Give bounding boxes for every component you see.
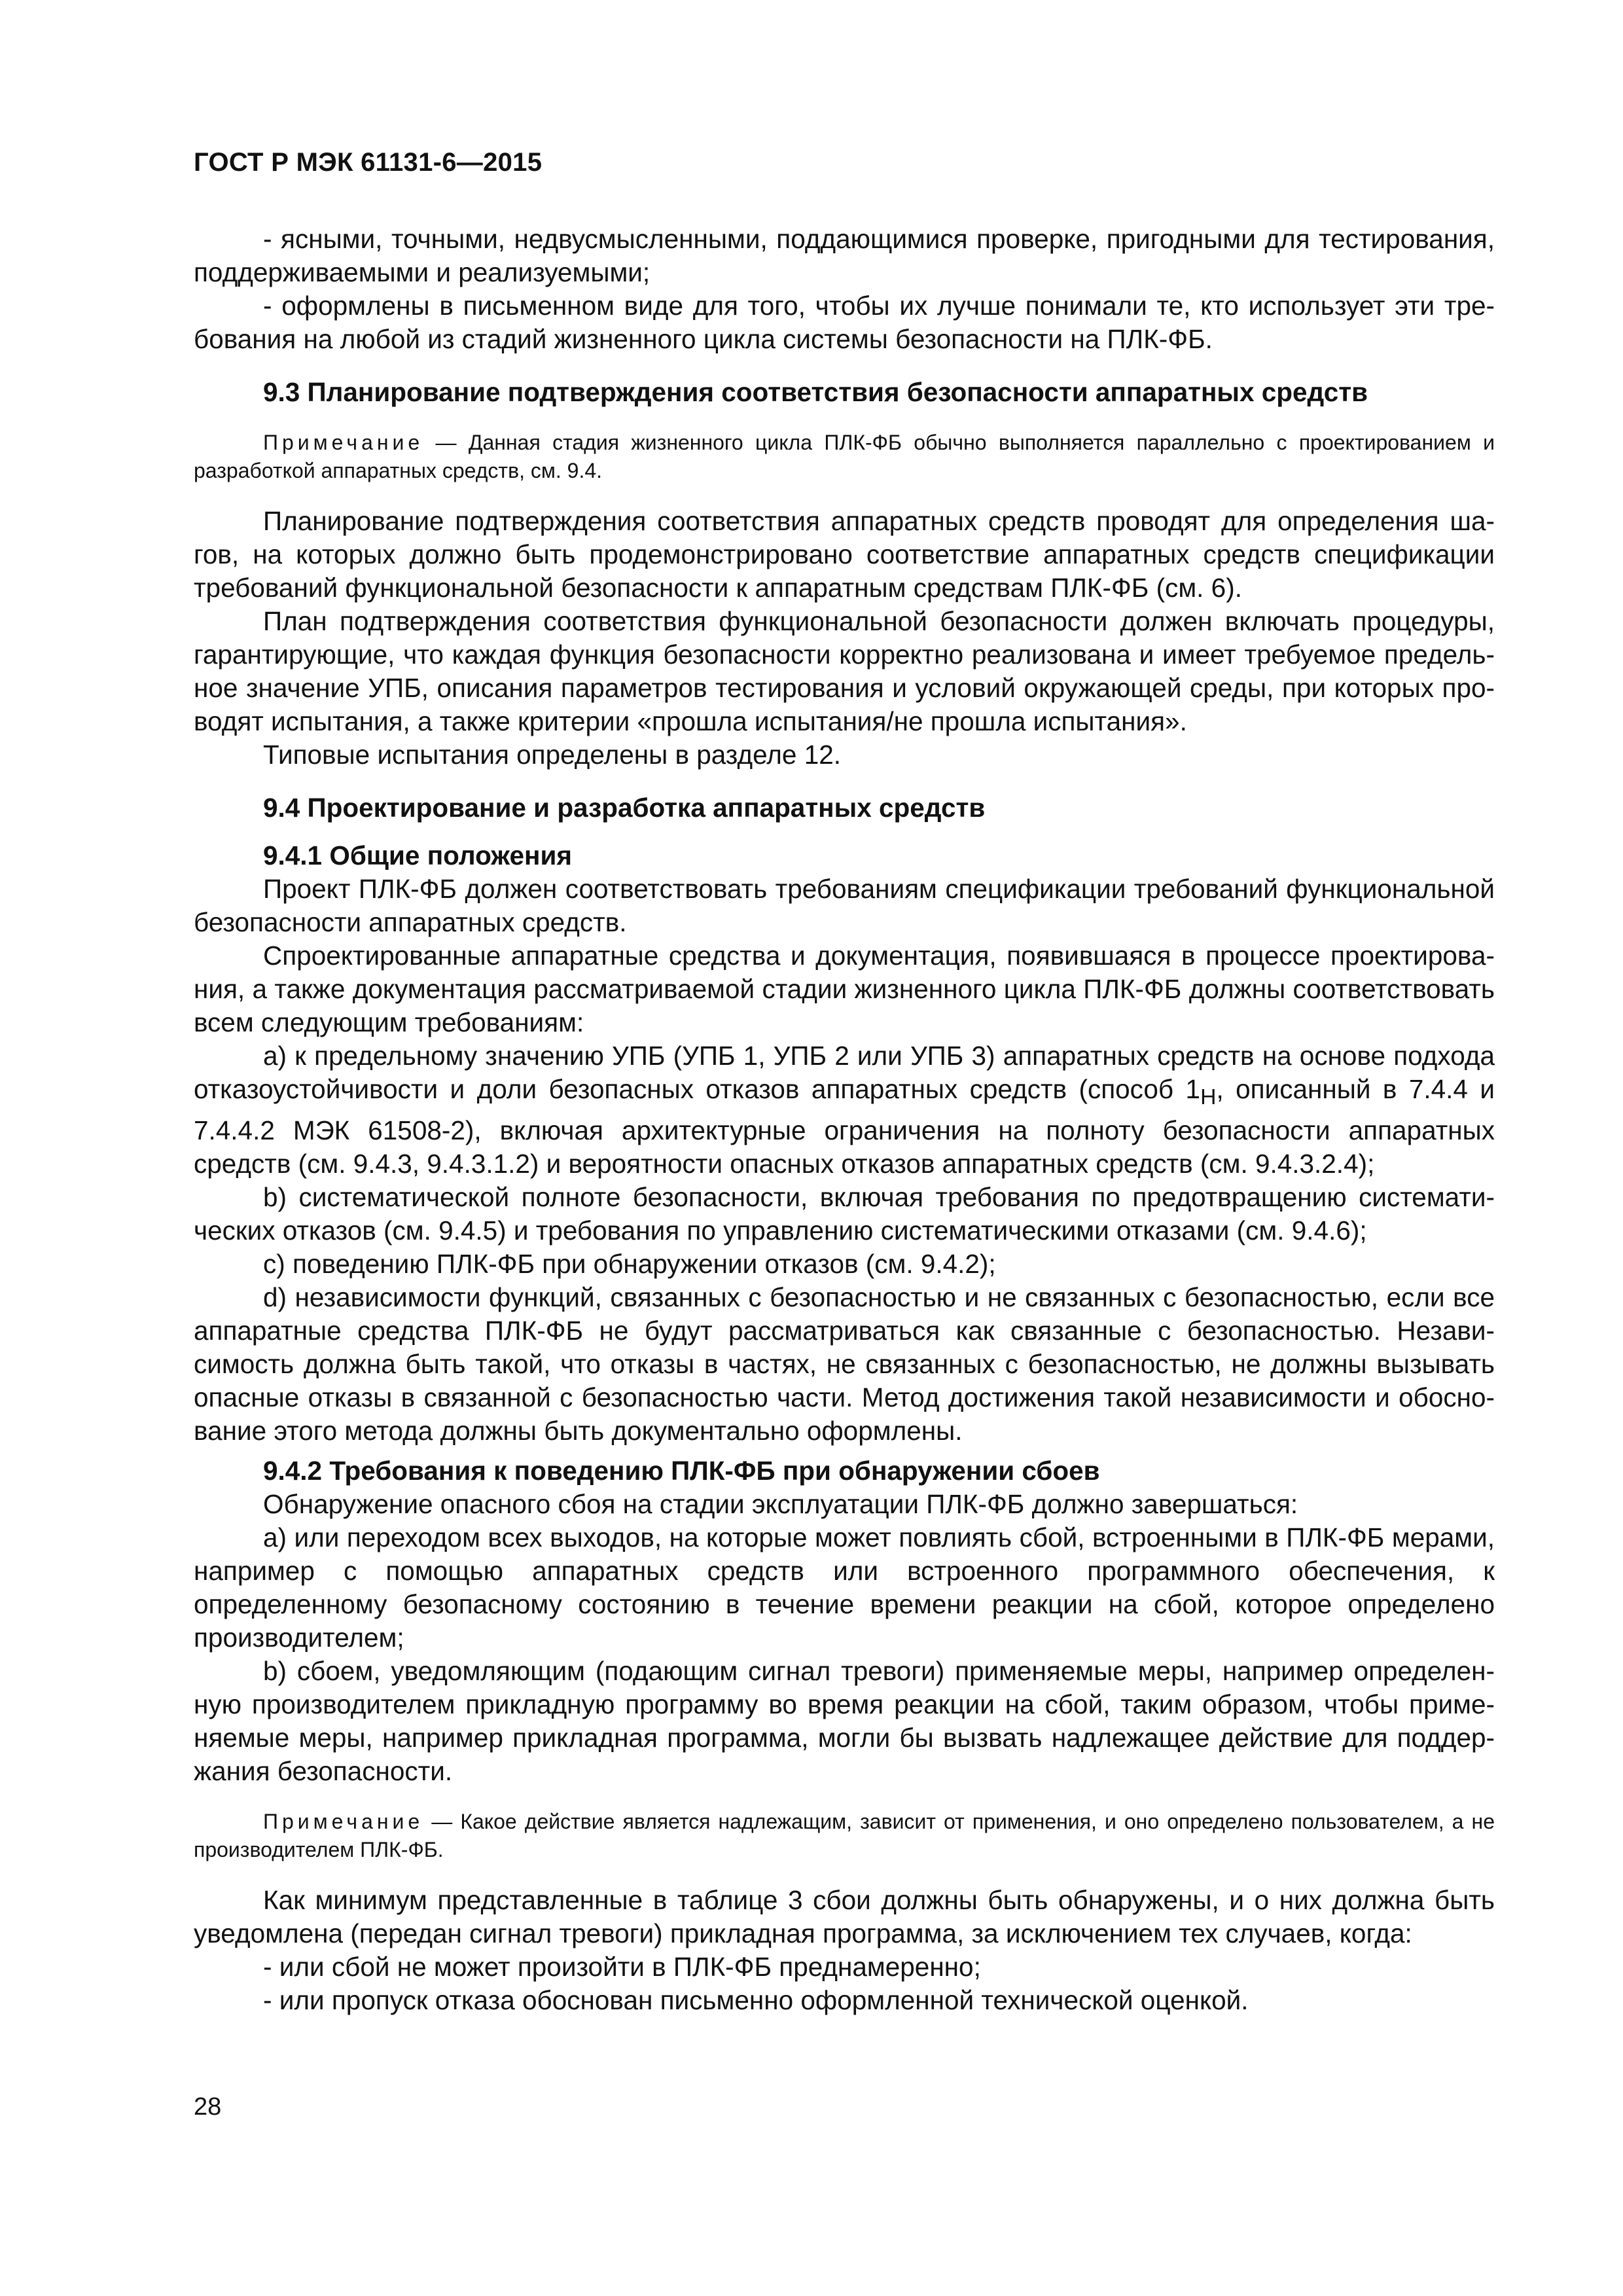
list-item-d: d) независимости функций, связанных с безопасностью и не связанных с безопасностью, если все аппаратные средства ПЛК-ФБ не будут рассматриваться как связанные с безопасностью. Независимость должна быть такой, что отказы в частях, не связанных с безопасностью, не должны вызывать опасные отказы в связанной с безопасностью части. Метод достижения такой независимости и обоснование этого метода должны быть документально оформлены. (194, 1282, 1495, 1446)
subscript: H (1200, 1085, 1217, 1110)
list-item: - или сбой не может произойти в ПЛК-ФБ преднамеренно; (263, 1952, 981, 1982)
subsection-heading-9-4-1: 9.4.1 Общие положения (263, 840, 572, 870)
paragraph: Типовые испытания определены в разделе 12. (263, 740, 842, 770)
paragraph: Спроектированные аппаратные средства и документация, появившаяся в процессе проектирования, а также документация рассматриваемой стадии жизненного цикла ПЛК-ФБ должны соответствовать всем следующим требованиям: (194, 941, 1495, 1037)
subsection-heading-9-4-2: 9.4.2 Требования к поведению ПЛК-ФБ при обнаружении сбоев (263, 1456, 1100, 1486)
list-item: - или пропуск отказа обоснован письменно оформленной технической оценкой. (263, 1985, 1249, 2016)
note-label: Примечание (263, 1810, 424, 1834)
section-heading-9-3: 9.3 Планирование подтверждения соответствия безопасности аппаратных средств (263, 377, 1368, 407)
running-header: ГОСТ Р МЭК 61131-6—2015 (194, 148, 543, 177)
list-item-a: a) или переходом всех выходов, на которые может повлиять сбой, встроенными в ПЛК-ФБ мерами, например с помощью аппаратных средств или встроенного программного обеспечения, к определенному безопасному состоянию в течение времени реакции на сбой, которое определено производителем; (194, 1522, 1495, 1653)
paragraph: Проект ПЛК-ФБ должен соответствовать требованиям спецификации требований функциональной безопасности аппаратных средств. (194, 874, 1495, 937)
list-item-b: b) сбоем, уведомляющим (подающим сигнал тревоги) применяемые меры, например определенную производителем прикладную программу во время реакции на сбой, таким образом, чтобы применяемые меры, например прикладная программа, могли бы вызвать надлежащее действие для поддержания безопасности. (194, 1656, 1495, 1787)
note-text: — Какое действие является надлежащим, зависит от применения, и оно определено пользователем, а не производителем ПЛК-ФБ. (194, 1810, 1495, 1862)
page-content (194, 223, 1495, 2017)
paragraph: Обнаружение опасного сбоя на стадии эксплуатации ПЛК-ФБ должно завершаться: (263, 1489, 1298, 1520)
note-label: Примечание (263, 431, 424, 454)
list-item-b: b) систематической полноте безопасности, включая требования по предотвращению систематических отказов (см. 9.4.5) и требования по управлению систематическими отказами (см. 9.4.6); (194, 1182, 1495, 1246)
list-item-a (194, 1039, 1495, 1181)
note (194, 429, 1495, 485)
list-item-c: c) поведению ПЛК-ФБ при обнаружении отказов (см. 9.4.2); (263, 1249, 996, 1280)
list-item: - оформлены в письменном виде для того, чтобы их лучше понимали те, кто использует эти требования на любой из стадий жизненного цикла системы безопасности на ПЛК-ФБ. (194, 291, 1495, 354)
note (194, 1808, 1495, 1864)
note-text: — Данная стадия жизненного цикла ПЛК-ФБ обычно выполняется параллельно с проектированием и разработкой аппаратных средств, см. 9.4. (194, 431, 1495, 482)
list-item: - ясными, точными, недвусмысленными, поддающимися проверке, пригодными для тестирования, поддерживаемыми и реализуемыми; (194, 224, 1495, 287)
section-heading-9-4: 9.4 Проектирование и разработка аппаратных средств (263, 793, 986, 823)
paragraph: Планирование подтверждения соответствия аппаратных средств проводят для определения шагов, на которых должно быть продемонстрировано соответствие аппаратных средств спецификации требований функциональной безопасности к аппаратным средствам ПЛК-ФБ (см. 6). (194, 506, 1495, 603)
list-item-text: , описанный в 7.4.4 и 7.4.4.2 МЭК 61508-2), включая архитектурные ограничения на полноту безопасности аппаратных средств (см. 9.4.3, 9.4.3.1.2) и вероятности опасных отказов аппаратных средств (см. 9.4.3.2.4); (194, 1074, 1495, 1179)
paragraph: План подтверждения соответствия функциональной безопасности должен включать процедуры, гарантирующие, что каждая функция безопасности корректно реализована и имеет требуемое предельное значение УПБ, описания параметров тестирования и условий окружающей среды, при которых проводят испытания, а также критерии «прошла испытания/не прошла испытания». (194, 606, 1495, 736)
page-number: 28 (194, 2093, 222, 2121)
list-item-text: a) к предельному значению УПБ (УПБ 1, УПБ 2 или УПБ 3) аппаратных средств на основе подхода отказоустойчивости и доли безопасных отказов аппаратных средств (способ 1 (194, 1041, 1495, 1104)
paragraph: Как минимум представленные в таблице 3 сбои должны быть обнаружены, и о них должна быть уведомлена (передан сигнал тревоги) прикладная программа, за исключением тех случаев, когда: (194, 1885, 1495, 1949)
